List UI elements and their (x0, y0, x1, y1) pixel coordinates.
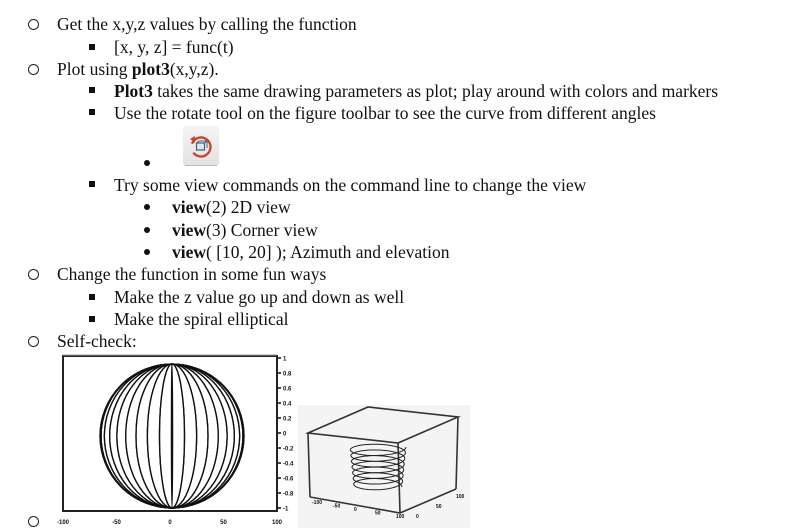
x-tick-label: 0 (168, 520, 172, 526)
text-segment: (x,y,z). (169, 59, 219, 79)
keyword-view: view (172, 197, 207, 217)
text-segment: (3) Corner view (206, 220, 318, 240)
step-plot3-params (114, 80, 718, 102)
rotate-3d-tool-button[interactable] (183, 126, 219, 166)
view-3d (172, 219, 318, 241)
level2-bullet (89, 87, 95, 93)
keyword-view: view (172, 220, 207, 240)
level2-bullet (89, 44, 95, 50)
spiral-arc (171, 364, 172, 508)
y-tick-label: 0.8 (283, 371, 292, 378)
step-z-up-down: Make the z value go up and down as well (114, 287, 405, 307)
y-tick-label: -0.6 (283, 476, 294, 483)
level2-bullet (89, 109, 95, 115)
step-plot3 (57, 58, 219, 80)
level3-bullet (144, 160, 150, 166)
self-check-figure-2d (55, 352, 295, 527)
y-tick-label: -0.2 (283, 446, 294, 453)
level3-bullet (144, 249, 150, 255)
level1-bullet (28, 269, 39, 280)
view-azimuth (172, 241, 450, 263)
step-get-values: Get the x,y,z values by calling the function (57, 14, 357, 34)
bottom-tick-label: -50 (333, 503, 341, 510)
view-2d (172, 196, 291, 218)
y-tick-label: 1 (283, 356, 287, 363)
x-tick-label: -50 (112, 520, 121, 526)
text-segment: (2) 2D view (206, 197, 291, 217)
y-tick-label: -0.8 (283, 491, 294, 498)
y-tick-label: 0.2 (283, 416, 292, 423)
x-tick-label: 50 (220, 520, 227, 526)
x-tick-label: 100 (271, 520, 283, 526)
keyword-view: view (172, 242, 207, 262)
self-check-label: Self-check: (57, 331, 137, 351)
step-view-commands: Try some view commands on the command line to change the view (114, 175, 587, 195)
step-elliptical: Make the spiral elliptical (114, 309, 289, 329)
x-tick-label: -100 (56, 520, 70, 526)
keyword-plot3: Plot3 (114, 81, 153, 101)
bottom-tick-label: -100 (312, 500, 323, 506)
text-segment: Plot using (57, 59, 132, 79)
bottom-tick-label: 0 (354, 507, 357, 513)
right-tick-label: 0 (416, 514, 419, 520)
keyword-plot3: plot3 (131, 59, 170, 79)
y-axis-ticks (277, 357, 294, 513)
right-tick-label: 50 (436, 504, 442, 510)
y-tick-label: 0 (283, 431, 287, 438)
level1-bullet (28, 19, 39, 30)
level2-bullet (89, 294, 95, 300)
level3-bullet (144, 227, 150, 233)
level1-bullet (28, 516, 39, 527)
y-tick-label: 0.6 (283, 386, 292, 393)
level2-bullet (89, 316, 95, 322)
level2-bullet (89, 181, 95, 187)
x-axis-ticks (57, 520, 283, 526)
text-segment: ( [10, 20] ); Azimuth and elevation (206, 242, 450, 262)
bottom-tick-label: 50 (375, 510, 381, 517)
step-change-function: Change the function in some fun ways (57, 264, 327, 284)
text-segment: takes the same drawing parameters as plot; play around with colors and markers (152, 81, 719, 101)
y-tick-label: -0.4 (283, 461, 294, 468)
rotate-3d-icon (183, 126, 219, 166)
level3-bullet (144, 204, 150, 210)
step-rotate-tool: Use the rotate tool on the figure toolbar to see the curve from different angles (114, 103, 656, 123)
y-tick-label: -1 (283, 506, 289, 513)
bottom-tick-label: 100 (396, 514, 405, 520)
self-check-figure-3d (298, 405, 470, 528)
right-tick-label: 100 (456, 494, 465, 500)
level1-bullet (28, 336, 39, 347)
level1-bullet (28, 64, 39, 75)
step-func-call: [x, y, z] = func(t) (114, 37, 234, 57)
y-tick-label: 0.4 (283, 401, 292, 408)
